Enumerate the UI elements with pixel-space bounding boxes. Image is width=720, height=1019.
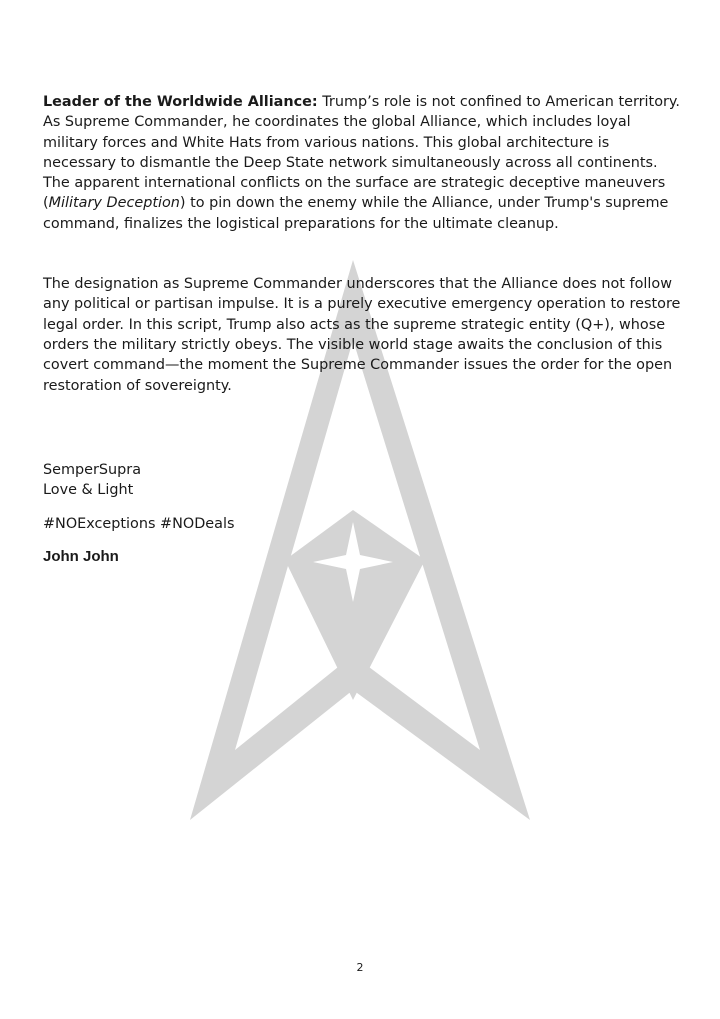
signoff-line-1: SemperSupra [43, 461, 142, 478]
paragraph-alliance-leader [43, 92, 683, 234]
signoff-block [43, 460, 683, 501]
italic-term: Military Deception [48, 195, 180, 212]
author-name: John John [43, 547, 119, 565]
paragraph-text: Trump’s role is not confined to American territory. As Supreme Commander, he coordinates the global Alliance, which includes loyal military forces and White Hats from various nations. This global architecture is necessary to dismantle the Deep State network simultaneously across all continents. The apparent international conflicts on the surface are strategic deceptive maneuvers ( [43, 94, 680, 212]
signoff-line-2: Love & Light [43, 482, 134, 499]
paragraph-heading: Leader of the Worldwide Alliance: [43, 94, 318, 110]
paragraph-supreme-commander: The designation as Supreme Commander underscores that the Alliance does not follow any political or partisan impulse. It is a purely executive emergency operation to restore legal order. In this script, Trump also acts as the supreme strategic entity (Q+), whose orders the military strictly obeys. The visible world stage awaits the conclusion of this covert command—the moment the Supreme Commander issues the order for the open restoration of sovereignty. [43, 276, 681, 394]
hashtags: #NOExceptions #NODeals [43, 516, 235, 533]
paragraph-text-end: ) to pin down the enemy while the Alliance, under Trump's supreme command, finalizes the logistical preparations for the ultimate cleanup. [43, 195, 669, 232]
document-body [43, 92, 683, 567]
page-number: 2 [356, 961, 364, 974]
